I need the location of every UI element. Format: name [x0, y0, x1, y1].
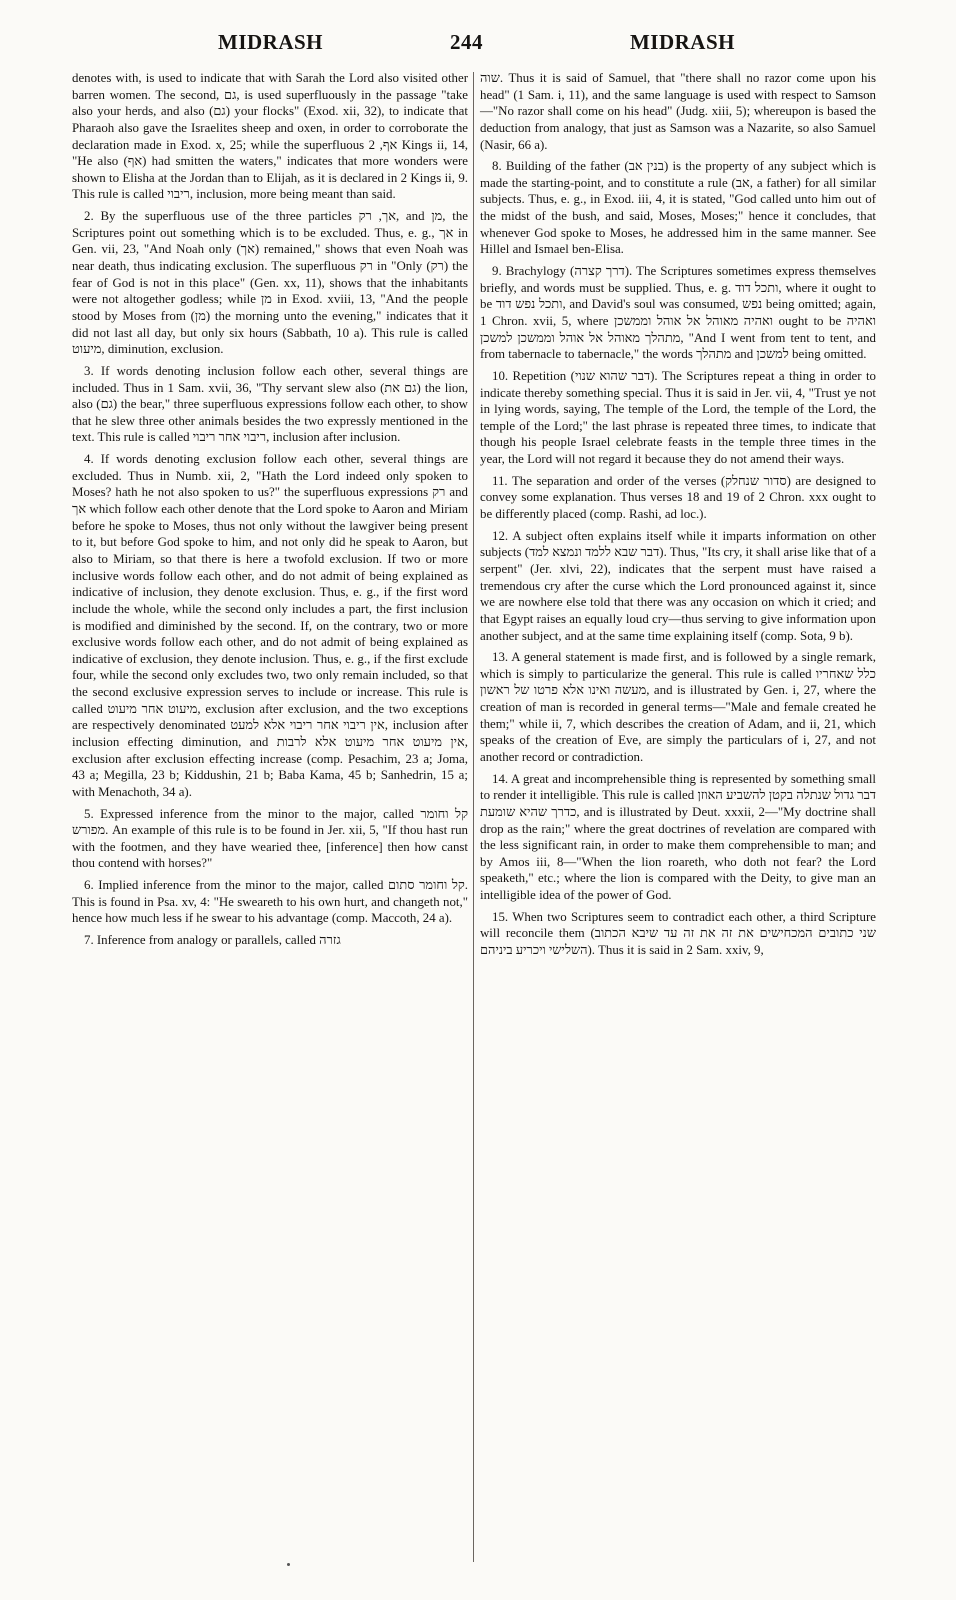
paragraph-continued: denotes with, is used to indicate that with Sarah the Lord also visited other barren women. The second, גם, is used superfluously in the passage "take also your herds, and also (גם) your flocks" (Exod. xii, 32), to indicate that Pharaoh also gave the Israelites sheep and oxen, in order to corroborate the declaration made in Exod. x, 25; while the superfluous אף, 2 Kings ii, 14, "He also (אף) had smitten the waters," indicates that more wonders were shown to Elisha at the Jordan than to Elijah, as it is declared in 2 Kings ii, 9. This rule is called ריבוי, inclusion, more being meant than said.: [72, 71, 469, 202]
rule-11-paragraph: 11. The separation and order of the verses (סדור שנחלק) are designed to convey some explanation. Thus verses 18 and 19 of 2 Chron. xxx ought to be differently placed (comp. Rashi, ad loc.).: [480, 473, 876, 522]
rule-4-paragraph: 4. If words denoting exclusion follow each other, several things are excluded. Thus in Numb. xii, 2, "Hath the Lord indeed only spoken to Moses? hath he not also spoken to us?" the superfluous expressions רק and אך which follow each other denote that the Lord spoke to Aaron and Miriam before he spoke to Moses, thus not only without the lawgiver being present to it, but before God spoke to him, and not only did he speak to Aaron, but also to Miriam, so that there is here a twofold exclusion. If two or more inclusive words follow each other, and do not admit of being explained as indicative of inclusion, they denote exclusion. Thus, e. g., if the first word include the whole, while the second only includes a part, the first inclusion is modified and diminished by the second. If, on the contrary, two or more exclusive words follow each other, and do not admit of being explained as indicative of exclusion, they denote inclusion. Thus, e. g., if the first exclude four, while the second only excludes two, two only remain included, so that the second exclusive expression serves to include or increase. This rule is called מיעוט אחר מיעוט, exclusion after exclusion, and the two exceptions are respectively denominated אין ריבוי אחר ריבוי אלא למעט, inclusion after inclusion effecting diminution, and אין מיעוט אחר מיעוט אלא לרבות, exclusion after exclusion effecting increase (comp. Pesachim, 23 a; Joma, 43 a; Megilla, 23 b; Kiddushin, 21 b; Baba Kama, 45 b; Sanhedrin, 15 a; with Menachoth, 34 a).: [72, 452, 469, 799]
print-speck: [287, 1563, 290, 1566]
rule-9-paragraph: 9. Brachylogy (דרך קצרה). The Scriptures sometimes express themselves briefly, and words must be supplied. Thus, e. g. ותכל דוד, where it ought to be ותכל נפש דוד, and David's soul was consumed, נפש being omitted; again, 1 Chron. xvii, 5, where ואהיה מאוהל אל אוהל וממשכן ought to be ואהיה מתהלך מאוהל אל אוהל וממשכן למשכן, "And I went from tent to tent, and from tabernacle to tabernacle," the words מתהלך and למשכן being omitted.: [480, 264, 876, 362]
rule-12-paragraph: 12. A subject often explains itself while it imparts information on other subjects (דבר שבא ללמד ונמצא למד). Thus, "Its cry, it shall arise like that of a serpent" (Jer. xlvi, 22), indicates that the serpent must have raised a tremendous cry after the curse which the Lord pronounced against it, since we are nowhere else told that there was any occasion on which it cried; and that Egypt raises an equally loud cry—thus serving to give information upon another subject, and at the same time explaining itself (comp. Sota, 9 b).: [480, 528, 876, 643]
rule-5-paragraph: 5. Expressed inference from the minor to the major, called קל וחומר מפורש. An example of this rule is to be found in Jer. xii, 5, "If thou hast run with the footmen, and they have wearied thee, [inference] then how canst thou contend with horses?": [72, 806, 468, 871]
running-title-right: MIDRASH: [629, 30, 735, 54]
rule-2-paragraph: 2. By the superfluous use of the three particles אך, רק, and מן, the Scriptures point out something which is to be excluded. Thus, e. g., אך in Gen. vii, 23, "And Noah only (אך) remained," shows that even Noah was near death, thus indicating exclusion. The superfluous רק in "Only (רק) the fear of God is not in this place" (Gen. xx, 11), shows that the inhabitants were not altogether godless; while מן in Exod. xviii, 13, "And the people stood by Moses from (מן) the morning unto the evening," indicates that it did not last all day, but only six hours (Sabbath, 10 a). This rule is called מיעוט, diminution, exclusion.: [72, 209, 469, 357]
rule-10-paragraph: 10. Repetition (דבר שהוא שנוי). The Scriptures repeat a thing in order to indicate thereby something special. Thus it is said in Jer. vii, 4, "Trust ye not in lying words, saying, The temple of the Lord, the temple of the Lord, the temple of the Lord;" the last phrase is repeated three times, to indicate that though his people Israel celebrate feasts in the temple three times in the year, the Lord will not regard it because they do not amend their ways.: [480, 368, 876, 467]
column-divider: [473, 72, 474, 1562]
left-column: [72, 70, 468, 954]
running-head: [70, 30, 880, 70]
rule-15-paragraph: 15. When two Scriptures seem to contradict each other, a third Scripture will reconcile them (שני כתובים המכחישים את זה את זה עד שיבא הכתוב השלישי ויכריע ביניהם). Thus it is said in 2 Sam. xxiv, 9,: [480, 909, 876, 958]
right-column: [480, 70, 876, 964]
rule-14-paragraph: 14. A great and incomprehensible thing is represented by something small to render it intelligible. This rule is called דבר גדול שנתלה בקטן להשביע האוזן כדרך שהיא שומעת, and is illustrated by Deut. xxxii, 2—"My doctrine shall drop as the rain;" where the great doctrines of revelation are compared with the less significant rain, in order to make them comprehensible to man; and by Amos iii, 8—"When the lion roareth, who doth not fear? the Lord speaketh," etc.; where the lion is compared with the Deity, to give man an intelligible idea of the power of God.: [480, 771, 877, 903]
rule-13-paragraph: 13. A general statement is made first, and is followed by a single remark, which is simply to particularize the general. This rule is called כלל שאחריו מעשה ואינו אלא פרטו של ראשון, and is illustrated by Gen. i, 27, where the creation of man is recorded in general terms—"Male and female created he them;" while ii, 7, which describes the creation of Adam, and ii, 21, which speaks of the creation of Eve, are simply the particulars of i, 27, and not another record or contradiction.: [480, 650, 876, 764]
rule-3-paragraph: 3. If words denoting inclusion follow each other, several things are included. Thus in 1 Sam. xvii, 36, "Thy servant slew also (גם את) the lion, also (גם) the bear," three superfluous expressions follow each other, to show that he slew three other animals besides the two expressly mentioned in the text. This rule is called ריבוי אחר ריבוי, inclusion after inclusion.: [72, 363, 469, 445]
rule-8-paragraph: 8. Building of the father (בנין אב) is the property of any subject which is made the starting-point, and to constitute a rule (אב, a father) for all similar subjects. Thus, e. g., in Exod. iii, 4, it is stated, "God called unto him out of the midst of the bush, and said, Moses, Moses;" hence it concludes, that whenever God spoke to Moses, he addressed him in the same manner. See Hillel and Ismael ben-Elisa.: [480, 159, 876, 257]
rule-7-paragraph: 7. Inference from analogy or parallels, called גזרה: [84, 933, 341, 948]
running-title-left: MIDRASH: [218, 30, 324, 54]
page-number: 244: [450, 30, 483, 54]
rule-6-paragraph: 6. Implied inference from the minor to the major, called קל וחומר סתום. This is found in Psa. xv, 4: "He sweareth to his own hurt, and changeth not," hence how much less if he swear to his advantage (comp. Maccoth, 24 a).: [72, 878, 468, 926]
rule-7-continued: שוה. Thus it is said of Samuel, that "there shall no razor come upon his head" (1 Sam. i, 11), and the same language is used with respect to Samson—"No razor shall come on his head" (Judg. xiii, 5); whereupon is based the deduction from analogy, that just as Samson was a Nazarite, so also Samuel (Nasir, 66 a).: [480, 71, 876, 152]
